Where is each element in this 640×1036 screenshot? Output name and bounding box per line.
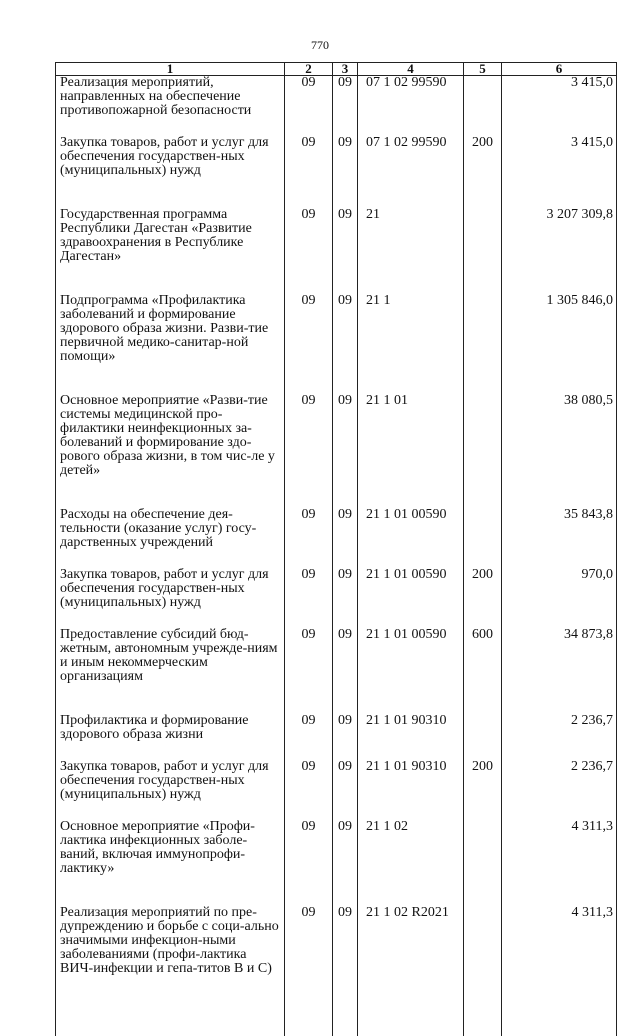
- row-code-expense-type: [464, 294, 502, 394]
- row-amount: 2 236,7: [502, 714, 617, 760]
- table-row: [56, 136, 617, 208]
- row-code-subsection: 09: [333, 76, 358, 137]
- col-header-4: 4: [358, 63, 464, 76]
- row-amount: 4 311,3: [502, 820, 617, 906]
- row-name: Подпрограмма «Профилактика заболеваний и формирование здорового образа жизни. Разви-тие первичной медико-санитар-ной помощи»: [56, 294, 285, 394]
- row-code-subsection: 09: [333, 628, 358, 714]
- row-name: Закупка товаров, работ и услуг для обеспечения государствен-ных (муниципальных) нужд: [56, 568, 285, 628]
- table-row: [56, 760, 617, 820]
- table-row: [56, 906, 617, 1036]
- col-header-2: 2: [285, 63, 333, 76]
- row-amount: 35 843,8: [502, 508, 617, 568]
- row-name: Основное мероприятие «Профи-лактика инфекционных заболе-ваний, включая иммунопрофи-лактику»: [56, 820, 285, 906]
- row-amount: 970,0: [502, 568, 617, 628]
- col-header-1: 1: [56, 63, 285, 76]
- row-name: Основное мероприятие «Разви-тие системы медицинской про-филактики неинфекционных за-болеваний и формирование здо-рового образа жизни, в том чис-ле у детей»: [56, 394, 285, 508]
- row-code-section: 09: [285, 76, 333, 137]
- row-code-target: 21 1 01 90310: [358, 760, 464, 820]
- row-code-target: 21: [358, 208, 464, 294]
- row-code-expense-type: [464, 714, 502, 760]
- row-code-target: 21 1 02: [358, 820, 464, 906]
- row-amount: 3 415,0: [502, 76, 617, 137]
- table-row: [56, 294, 617, 394]
- row-code-section: 09: [285, 568, 333, 628]
- row-code-section: 09: [285, 906, 333, 1036]
- row-code-expense-type: 200: [464, 568, 502, 628]
- row-code-target: 07 1 02 99590: [358, 136, 464, 208]
- row-code-subsection: 09: [333, 820, 358, 906]
- row-amount: 38 080,5: [502, 394, 617, 508]
- table-row: [56, 508, 617, 568]
- row-code-section: 09: [285, 760, 333, 820]
- row-name: Профилактика и формирование здорового образа жизни: [56, 714, 285, 760]
- col-header-5: 5: [464, 63, 502, 76]
- row-code-section: 09: [285, 628, 333, 714]
- row-code-expense-type: [464, 76, 502, 137]
- table-row: [56, 568, 617, 628]
- row-code-expense-type: [464, 906, 502, 1036]
- row-code-subsection: 09: [333, 508, 358, 568]
- row-code-expense-type: [464, 508, 502, 568]
- row-code-expense-type: [464, 820, 502, 906]
- row-code-subsection: 09: [333, 394, 358, 508]
- col-header-6: 6: [502, 63, 617, 76]
- row-code-section: 09: [285, 714, 333, 760]
- row-code-target: 21 1 01: [358, 394, 464, 508]
- row-code-subsection: 09: [333, 906, 358, 1036]
- row-amount: 3 415,0: [502, 136, 617, 208]
- table-row: [56, 394, 617, 508]
- row-name: Предоставление субсидий бюд-жетным, автономным учрежде-ниям и иным некоммерческим организациям: [56, 628, 285, 714]
- row-code-section: 09: [285, 394, 333, 508]
- row-amount: 3 207 309,8: [502, 208, 617, 294]
- header-row: [56, 63, 617, 76]
- row-name: Закупка товаров, работ и услуг для обеспечения государствен-ных (муниципальных) нужд: [56, 136, 285, 208]
- row-code-target: 21 1 01 00590: [358, 628, 464, 714]
- row-code-section: 09: [285, 508, 333, 568]
- row-code-target: 21 1 01 00590: [358, 508, 464, 568]
- table-row: [56, 628, 617, 714]
- col-header-3: 3: [333, 63, 358, 76]
- row-code-expense-type: 600: [464, 628, 502, 714]
- row-name: Реализация мероприятий по пре-дупреждению и борьбе с соци-ально значимыми инфекцион-ными заболеваниями (профи-лактика ВИЧ-инфекции и гепа-титов В и С): [56, 906, 285, 1036]
- row-code-expense-type: 200: [464, 136, 502, 208]
- row-code-subsection: 09: [333, 760, 358, 820]
- table-row: [56, 208, 617, 294]
- table-row: [56, 820, 617, 906]
- row-name: Государственная программа Республики Дагестан «Развитие здравоохранения в Республике Дагестан»: [56, 208, 285, 294]
- row-code-target: 21 1: [358, 294, 464, 394]
- row-code-subsection: 09: [333, 136, 358, 208]
- row-code-expense-type: [464, 394, 502, 508]
- row-code-subsection: 09: [333, 568, 358, 628]
- row-code-expense-type: [464, 208, 502, 294]
- row-code-subsection: 09: [333, 208, 358, 294]
- row-code-section: 09: [285, 136, 333, 208]
- table-row: [56, 714, 617, 760]
- row-code-expense-type: 200: [464, 760, 502, 820]
- row-name: Реализация мероприятий, направленных на обеспечение противопожарной безопасности: [56, 76, 285, 137]
- row-code-subsection: 09: [333, 294, 358, 394]
- row-code-target: 21 1 01 00590: [358, 568, 464, 628]
- page-number: 770: [311, 38, 329, 52]
- table-row: [56, 76, 617, 137]
- row-code-subsection: 09: [333, 714, 358, 760]
- row-code-section: 09: [285, 208, 333, 294]
- row-code-target: 07 1 02 99590: [358, 76, 464, 137]
- row-name: Закупка товаров, работ и услуг для обеспечения государствен-ных (муниципальных) нужд: [56, 760, 285, 820]
- row-code-target: 21 1 02 R2021: [358, 906, 464, 1036]
- row-name: Расходы на обеспечение дея-тельности (оказание услуг) госу-дарственных учреждений: [56, 508, 285, 568]
- row-code-section: 09: [285, 820, 333, 906]
- row-code-target: 21 1 01 90310: [358, 714, 464, 760]
- row-amount: 4 311,3: [502, 906, 617, 1036]
- row-amount: 2 236,7: [502, 760, 617, 820]
- row-code-section: 09: [285, 294, 333, 394]
- row-amount: 1 305 846,0: [502, 294, 617, 394]
- row-amount: 34 873,8: [502, 628, 617, 714]
- budget-table: [55, 62, 617, 1036]
